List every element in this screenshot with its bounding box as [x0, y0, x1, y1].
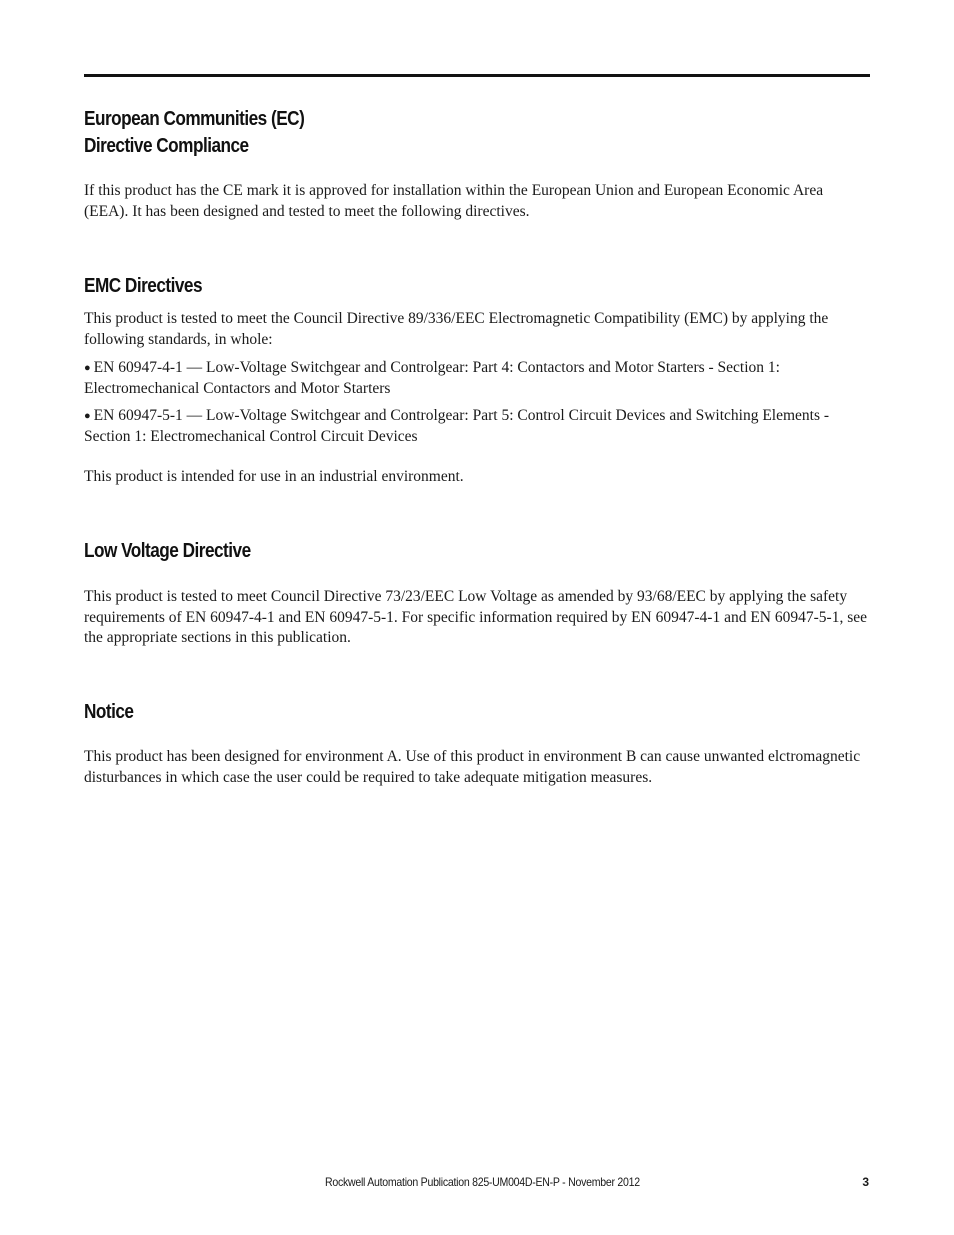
emc-bullet-2-text: EN 60947-5-1 — Low-Voltage Switchgear and Controlgear: Part 5: Control Circuit Devices and Switching Elements - Section 1: Electromechanical Control Circuit Devices — [84, 407, 830, 445]
emc-bullet-1-text: EN 60947-4-1 — Low-Voltage Switchgear and Controlgear: Part 4: Contactors and Motor Starters - Section 1: Electromechanical Contactors and Motor Starters — [84, 359, 780, 397]
emc-heading: EMC Directives — [84, 275, 203, 297]
emc-bullet-2 — [84, 406, 870, 447]
footer-publication: Rockwell Automation Publication 825-UM004D-EN-P - November 2012 — [325, 1175, 640, 1189]
notice-body: This product has been designed for environment A. Use of this product in environment B can cause unwanted elctromagnetic disturbances in which case the user could be required to take adequate mitigation measures. — [84, 748, 861, 786]
ec-body: If this product has the CE mark it is approved for installation within the European Union and European Economic Area (EEA). It has been designed and tested to meet the following directives. — [84, 182, 824, 220]
page-number: 3 — [862, 1175, 869, 1189]
top-rule — [84, 74, 870, 77]
ec-heading-line1: European Communities (EC) — [84, 108, 305, 130]
bullet-icon: ● — [84, 362, 91, 374]
ec-heading — [84, 106, 304, 160]
low-voltage-heading: Low Voltage Directive — [84, 540, 251, 562]
ec-heading-line2: Directive Compliance — [84, 135, 249, 157]
emc-closing: This product is intended for use in an industrial environment. — [84, 468, 464, 485]
bullet-icon: ● — [84, 410, 91, 422]
low-voltage-body: This product is tested to meet Council Directive 73/23/EEC Low Voltage as amended by 93/68/EEC by applying the safety requirements of EN 60947-4-1 and EN 60947-5-1. For specific information required by EN 60947-4-1 and EN 60947-5-1, see the appropriate sections in this publication. — [84, 588, 867, 646]
notice-heading: Notice — [84, 701, 134, 723]
emc-bullet-1 — [84, 358, 870, 399]
emc-intro: This product is tested to meet the Council Directive 89/336/EEC Electromagnetic Compatibility (EMC) by applying the following standards, in whole: — [84, 310, 829, 348]
